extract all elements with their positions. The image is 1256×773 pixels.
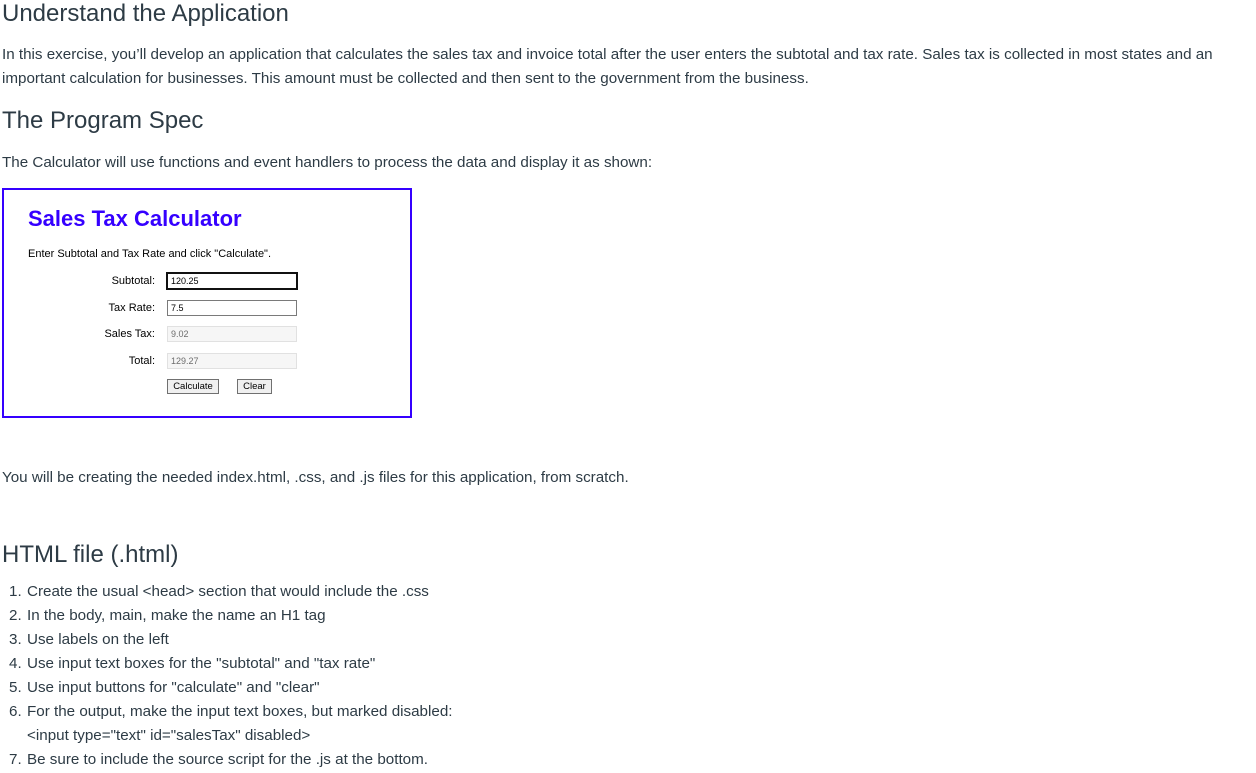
tax-rate-label: Tax Rate: — [108, 302, 155, 314]
total-row — [4, 353, 410, 371]
subtotal-input[interactable] — [166, 272, 298, 290]
total-output — [167, 353, 297, 369]
tax-rate-row — [4, 300, 410, 318]
subtotal-label: Subtotal: — [111, 275, 155, 287]
intro-paragraph: In this exercise, you’ll develop an application that calculates the sales tax and invoice total after the user enters the subtotal and tax rate. Sales tax is collected in most states and an important calculation for businesses. This amount must be collected and then sent to the government from the business. — [2, 46, 1213, 87]
list-item: 3. Use labels on the left — [9, 631, 169, 648]
tax-rate-input[interactable] — [167, 300, 297, 316]
sales-tax-row — [4, 326, 410, 344]
heading-program-spec: The Program Spec — [2, 107, 204, 134]
html-steps-list — [0, 580, 453, 772]
disabled-input-code: <input type="text" id="salesTax" disabled> — [27, 727, 311, 744]
list-item: 6. For the output, make the input text boxes, but marked disabled: <input type="text" id="salesTax" disabled> — [0, 700, 453, 748]
heading-html-file: HTML file (.html) — [2, 541, 179, 568]
calculator-screenshot — [2, 188, 412, 418]
subtotal-row — [4, 273, 410, 291]
list-item: 4. Use input text boxes for the "subtotal" and "tax rate" — [9, 655, 376, 672]
list-item: 2. In the body, main, make the name an H1 tag — [9, 607, 326, 624]
sales-tax-label: Sales Tax: — [104, 328, 155, 340]
list-item: 5. Use input buttons for "calculate" and "clear" — [9, 679, 320, 696]
list-item: 7. Be sure to include the source script for the .js at the bottom. — [9, 751, 428, 768]
sales-tax-output — [167, 326, 297, 342]
list-item: 1. Create the usual <head> section that would include the .css — [9, 583, 429, 600]
spec-paragraph: The Calculator will use functions and event handlers to process the data and display it as shown: — [2, 154, 653, 171]
calculator-title: Sales Tax Calculator — [28, 206, 242, 231]
total-label: Total: — [128, 355, 155, 367]
scratch-paragraph: You will be creating the needed index.html, .css, and .js files for this application, from scratch. — [2, 469, 629, 486]
calculator-instructions: Enter Subtotal and Tax Rate and click "Calculate". — [28, 248, 272, 260]
clear-button[interactable]: Clear — [237, 379, 272, 394]
heading-understand: Understand the Application — [2, 0, 289, 27]
calculate-button[interactable]: Calculate — [167, 379, 219, 394]
